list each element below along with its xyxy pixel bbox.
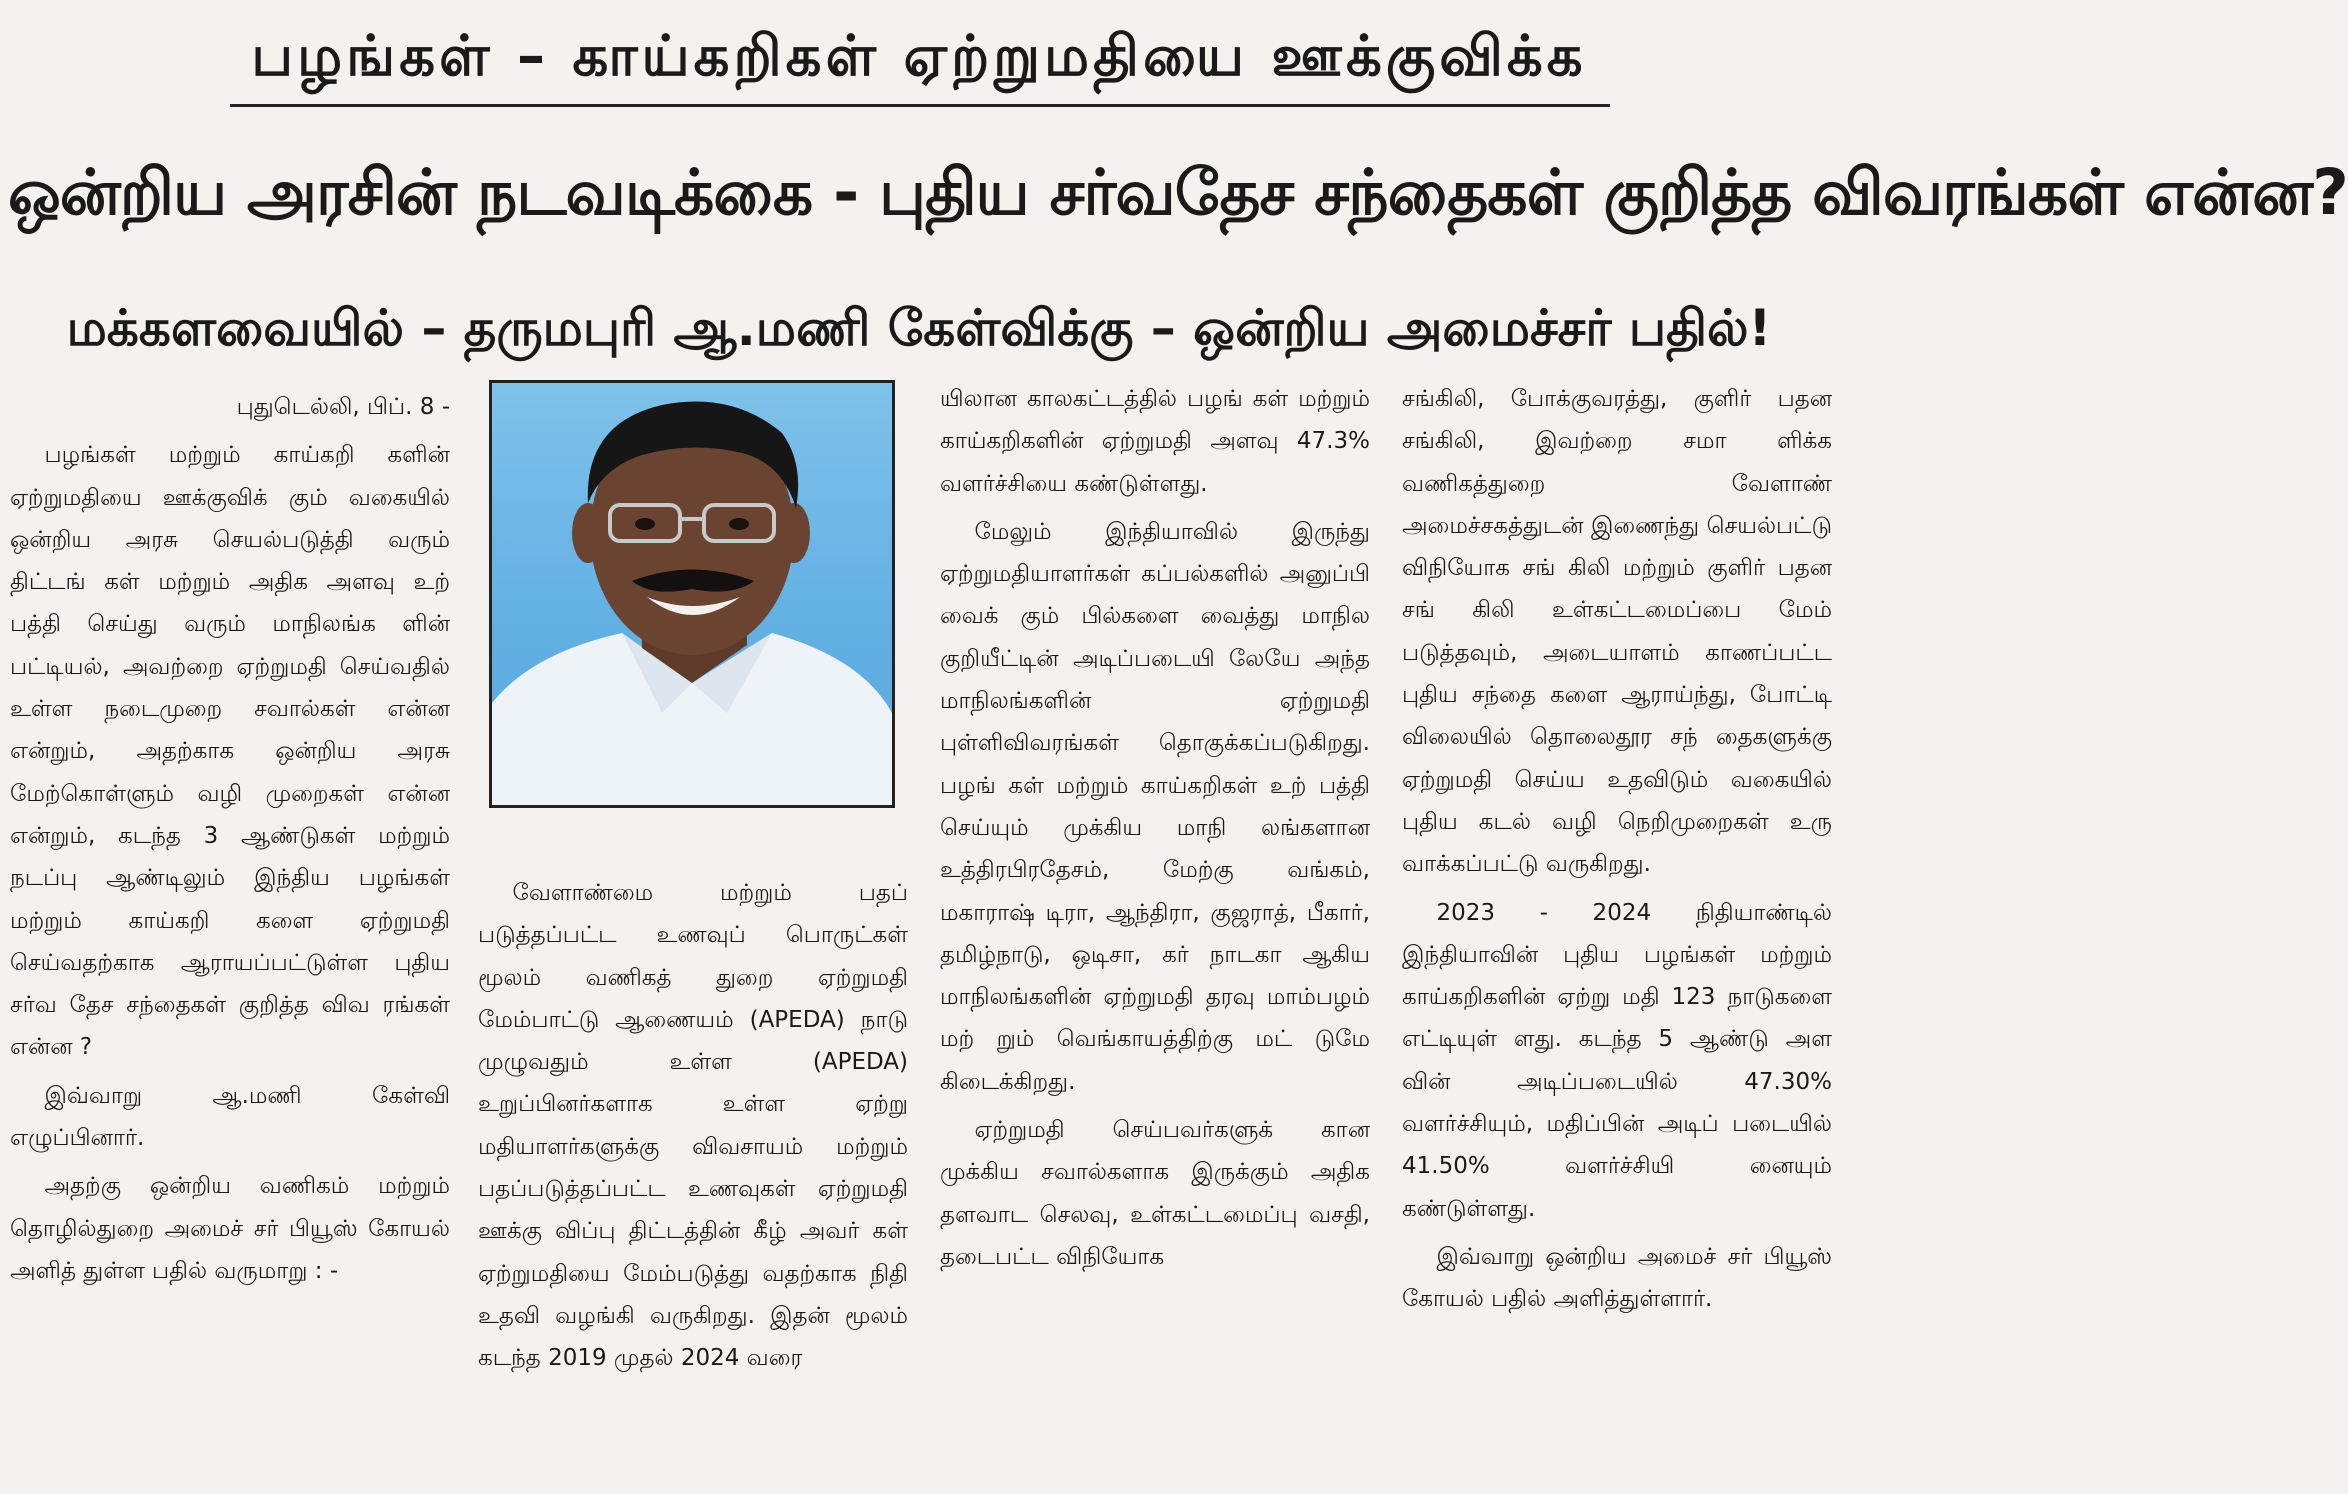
main-headline: ஒன்றிய அரசின் நடவடிக்கை - புதிய சர்வதேச சந்தைகள் குறித்த விவரங்கள் என்ன? (8, 156, 2348, 229)
paragraph: மேலும் இந்தியாவில் இருந்து ஏற்றுமதியாளர்கள் கப்பல்களில் அனுப்பி வைக் கும் பில்களை வைத்து மாநில குறியீட்டின் அடிப்படையி லேயே அந்த மாநிலங்களின் ஏற்றுமதி புள்ளிவிவரங்கள் தொகுக்கப்படுகிறது. பழங் கள் மற்றும் காய்கறிகள் உற் பத்தி செய்யும் முக்கிய மாநி லங்களான உத்திரபிரதேசம், மேற்கு வங்கம், மகாராஷ் டிரா, ஆந்திரா, குஜராத், பீகார், தமிழ்நாடு, ஒடிசா, கர் நாடகா ஆகிய மாநிலங்களின் ஏற்றுமதி தரவு மாம்பழம் மற் றும் வெங்காயத்திற்கு மட் டுமே கிடைக்கிறது. (940, 518, 1370, 1095)
paragraph: சங்கிலி, போக்குவரத்து, குளிர் பதன சங்கிலி, இவற்றை சமா ளிக்க வணிகத்துறை வேளாண் அமைச்சகத்துடன் இணைந்து செயல்பட்டு விநியோக சங் கிலி மற்றும் குளிர் பதன சங் கிலி உள்கட்டமைப்பை மேம் படுத்தவும், அடையாளம் காணப்பட்ட புதிய சந்தை களை ஆராய்ந்து, போட்டி விலையில் தொலைதூர சந் தைகளுக்கு ஏற்றுமதி செய்ய உதவிடும் வகையில் புதிய கடல் வழி நெறிமுறைகள் உரு வாக்கப்பட்டு வருகிறது. (1402, 386, 1832, 878)
paragraph: அதற்கு ஒன்றிய வணிகம் மற்றும் தொழில்துறை அமைச் சர் பியூஸ் கோயல் அளித் துள்ள பதில் வருமாறு : - (10, 1173, 450, 1284)
article-column-1 (10, 386, 450, 1292)
article-column-3 (940, 378, 1370, 1278)
portrait-illustration (492, 383, 892, 805)
article-column-2 (478, 872, 908, 1380)
paragraph: பழங்கள் மற்றும் காய்கறி களின் ஏற்றுமதியை ஊக்குவிக் கும் வகையில் ஒன்றிய அரசு செயல்படுத்தி வரும் திட்டங் கள் மற்றும் அதிக அளவு உற் பத்தி செய்து வரும் மாநிலங்க ளின் பட்டியல், அவற்றை ஏற்றுமதி செய்வதில் உள்ள நடைமுறை சவால்கள் என்ன என்றும், அதற்காக ஒன்றிய அரசு மேற்கொள்ளும் வழி முறைகள் என்ன என்றும், கடந்த 3 ஆண்டுகள் மற்றும் நடப்பு ஆண்டிலும் இந்திய பழங்கள் மற்றும் காய்கறி களை ஏற்றுமதி செய்வதற்காக ஆராயப்பட்டுள்ள புதிய சர்வ தேச சந்தைகள் குறித்த விவ ரங்கள் என்ன ? (10, 442, 450, 1061)
dateline: புதுடெல்லி, பிப். 8 - (236, 394, 450, 420)
paragraph: வேளாண்மை மற்றும் பதப் படுத்தப்பட்ட உணவுப் பொருட்கள் மூலம் வணிகத் துறை ஏற்றுமதி மேம்பாட்டு ஆணையம் (APEDA) நாடு முழுவதும் உள்ள (APEDA) உறுப்பினர்களாக உள்ள ஏற்று மதியாளர்களுக்கு விவசாயம் மற்றும் பதப்படுத்தப்பட்ட உணவுகள் ஏற்றுமதி ஊக்கு விப்பு திட்டத்தின் கீழ் அவர் கள் ஏற்றுமதியை மேம்படுத்து வதற்காக நிதி உதவி வழங்கி வருகிறது. இதன் மூலம் கடந்த 2019 முதல் 2024 வரை (478, 880, 908, 1372)
sub-headline: மக்களவையில் – தருமபுரி ஆ.மணி கேள்விக்கு – ஒன்றிய அமைச்சர் பதில்! (66, 299, 1772, 357)
paragraph: ஏற்றுமதி செய்பவர்களுக் கான முக்கிய சவால்களாக இருக்கும் அதிக தளவாட செலவு, உள்கட்டமைப்பு வசதி, தடைபட்ட விநியோக (940, 1117, 1370, 1270)
portrait-photo (489, 380, 895, 808)
kicker-rule (230, 104, 1610, 107)
paragraph: இவ்வாறு ஆ.மணி கேள்வி எழுப்பினார். (10, 1082, 450, 1152)
paragraph: யிலான காலகட்டத்தில் பழங் கள் மற்றும் காய்கறிகளின் ஏற்றுமதி அளவு 47.3% வளர்ச்சியை கண்டுள்ளது. (940, 386, 1370, 497)
paragraph: 2023 - 2024 நிதியாண்டில் இந்தியாவின் புதிய பழங்கள் மற்றும் காய்கறிகளின் ஏற்று மதி 123 நாடுகளை எட்டியுள் ளது. கடந்த 5 ஆண்டு அள வின் அடிப்படையில் 47.30% வளர்ச்சியும், மதிப்பின் அடிப் படையில் 41.50% வளர்ச்சியி னையும் கண்டுள்ளது. (1402, 899, 1832, 1222)
article-column-4 (1402, 378, 1832, 1321)
kicker-headline: பழங்கள் – காய்கறிகள் ஏற்றுமதியை ஊக்குவிக்க (251, 24, 1587, 89)
paragraph: இவ்வாறு ஒன்றிய அமைச் சர் பியூஸ் கோயல் பதில் அளித்துள்ளார். (1402, 1243, 1832, 1313)
